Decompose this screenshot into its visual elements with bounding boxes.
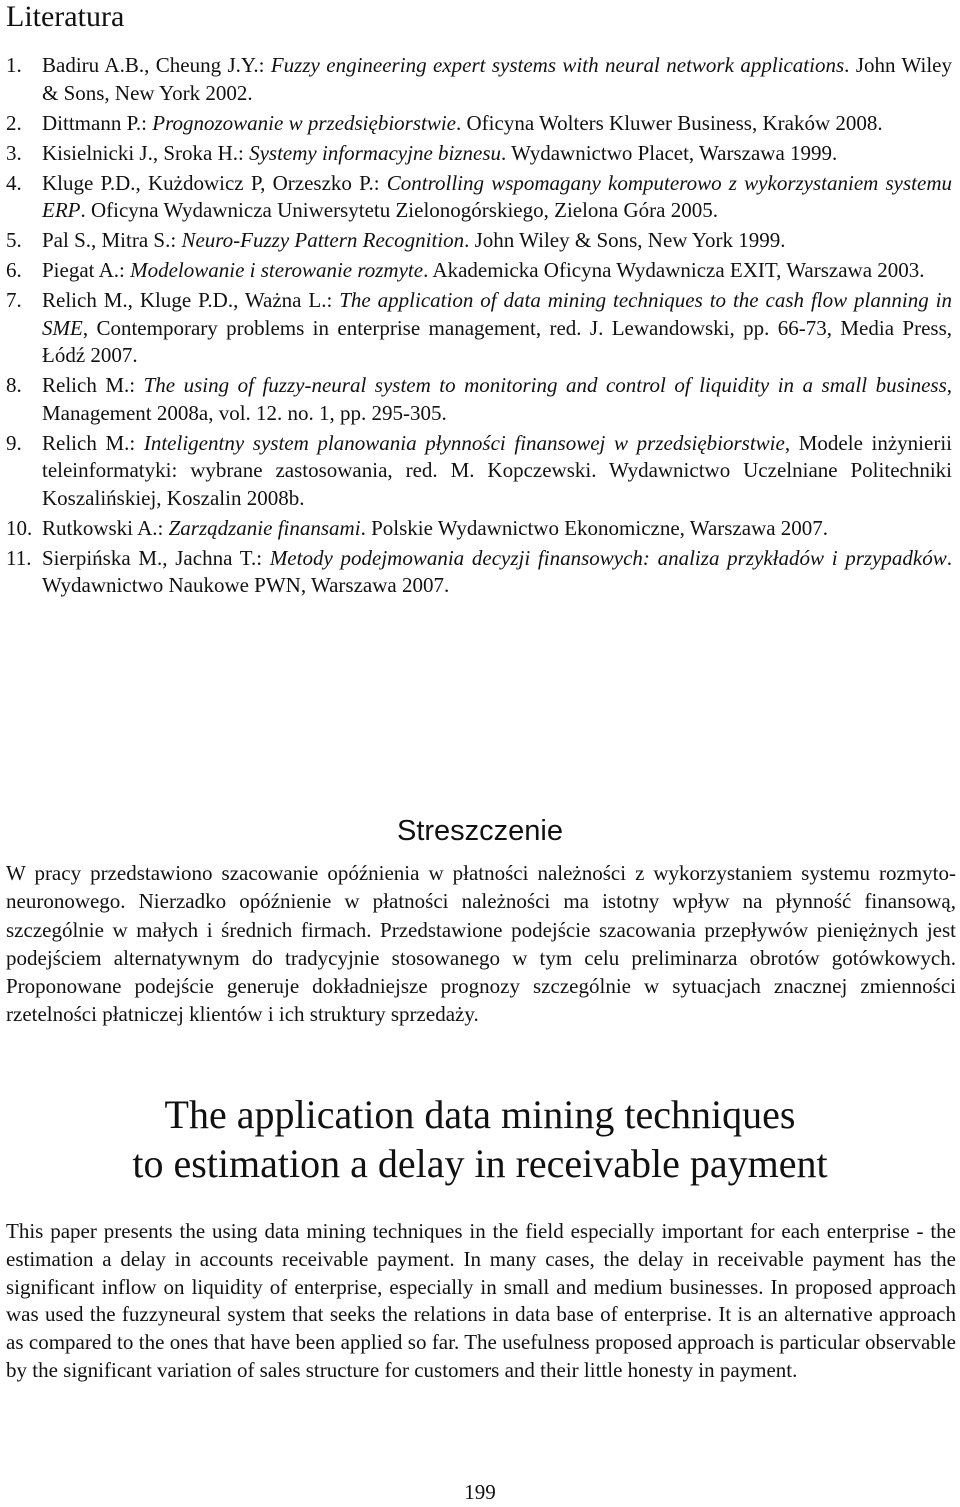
reference-item [6,140,952,168]
reference-authors: Relich M.: [42,430,144,455]
reference-publisher: . Wydawnictwo Placet, Warszawa 1999. [501,140,838,165]
page-number: 199 [464,1480,496,1504]
reference-authors: Dittmann P.: [42,110,153,135]
reference-publisher: . Akademicka Oficyna Wydawnicza EXIT, Warszawa 2003. [423,258,925,282]
reference-authors: Relich M.: [42,373,144,397]
reference-publisher: , Contemporary problems in enterprise management, red. J. Lewandowski, pp. 66-73, Media Press, Łódź 2007. [42,315,952,367]
reference-item [6,170,952,225]
reference-publisher: . John Wiley & Sons, New York 2002. [42,53,952,105]
english-title-line-1: The application data mining techniques [164,1092,796,1137]
reference-title: The using of fuzzy-neural system to monitoring and control of liquidity in a small business [143,373,947,397]
reference-number: 3. [6,140,22,165]
reference-number: 4. [6,170,22,195]
summary-pl-text: W pracy przedstawiono szacowanie opóźnienia w płatności należności z wykorzystaniem systemu rozmyto-neuronowego. Nierzadko opóźnienie w płatności należności ma istotny wpływ na płynność finansową, szczególnie w małych i średnich firmach. Przedstawione podejście szacowania przepływów pieniężnych jest podejściem alternatywnym do tradycyjnie stosowanego w tym celu preliminarza obrotów gotówkowych. Proponowane podejście generuje dokładniejsze prognozy szczególnie w sytuacjach znacznej zmienności rzetelności płatniczej klientów i ich struktury sprzedaży. [6,861,956,1027]
reference-number: 11. [6,545,32,570]
reference-title: The application of data mining techniques to the cash flow planning in SME [42,288,952,340]
reference-number: 7. [6,288,22,312]
summary-pl-heading: Streszczenie [396,815,563,847]
reference-item [6,227,952,255]
reference-number: 6. [6,258,22,282]
reference-title: Metody podejmowania decyzji finansowych: analiza przykładów i przypadków [269,545,947,570]
reference-authors: Badiru A.B., Cheung J.Y.: [42,53,271,77]
reference-title: Prognozowanie w przedsiębiorstwie [152,110,456,135]
reference-publisher: , Modele inżynierii teleinformatyki: wybrane zastosowania, red. M. Kopczewski. Wydawnictwo Uczelniane Politechniki Koszalińskiej, Koszalin 2008b. [42,430,952,510]
literature-heading: Literatura [6,0,125,33]
reference-authors: Kisielnicki J., Sroka H.: [42,140,250,165]
reference-publisher: . Wydawnictwo Naukowe PWN, Warszawa 2007. [42,545,952,597]
reference-authors: Relich M., Kluge P.D., Ważna L.: [42,288,340,312]
reference-number: 2. [6,110,22,135]
reference-item [6,545,952,600]
reference-authors: Rutkowski A.: [42,515,169,540]
reference-item [6,52,952,107]
reference-title: Systemy informacyjne biznesu [249,140,502,165]
reference-number: 1. [6,53,22,77]
reference-list [6,52,952,602]
reference-item [6,287,952,370]
reference-title: Zarządzanie finansami [168,515,361,540]
reference-number: 8. [6,373,22,397]
reference-publisher: . Oficyna Wydawnicza Uniwersytetu Zielonogórskiego, Zielona Góra 2005. [80,198,718,222]
reference-item [6,257,952,285]
reference-authors: Sierpińska M., Jachna T.: [42,545,270,570]
reference-number: 10. [6,515,33,540]
english-title-line-2: to estimation a delay in receivable payment [132,1141,828,1186]
reference-item [6,372,952,427]
reference-title: Controlling wspomagany komputerowo z wykorzystaniem systemu ERP [42,170,952,222]
reference-publisher: , Management 2008a, vol. 12. no. 1, pp. 295-305. [42,373,952,425]
reference-item [6,110,952,138]
reference-number: 9. [6,430,22,455]
reference-title: Inteligentny system planowania płynności finansowej w przedsiębiorstwie [143,430,785,455]
reference-item [6,430,952,513]
reference-authors: Pal S., Mitra S.: [42,228,182,252]
reference-authors: Piegat A.: [42,258,131,282]
reference-publisher: . John Wiley & Sons, New York 1999. [464,228,786,252]
reference-publisher: . Polskie Wydawnictwo Ekonomiczne, Warszawa 2007. [360,515,829,540]
reference-publisher: . Oficyna Wolters Kluwer Business, Kraków 2008. [456,110,883,135]
reference-item [6,515,952,543]
reference-title: Modelowanie i sterowanie rozmyte [130,258,424,282]
reference-number: 5. [6,228,22,252]
reference-authors: Kluge P.D., Kużdowicz P, Orzeszko P.: [42,170,387,195]
reference-title: Neuro-Fuzzy Pattern Recognition [181,228,465,252]
english-title [0,1090,960,1188]
reference-title: Fuzzy engineering expert systems with neural network applications [270,53,845,77]
summary-en-text: This paper presents the using data mining techniques in the field especially important for each enterprise - the estimation a delay in accounts receivable payment. In many cases, the delay in receivable payment has the significant inflow on liquidity of enterprise, especially in small and medium businesses. In proposed approach was used the fuzzyneural system that seeks the relations in data base of enterprise. It is an alternative approach as compared to the ones that have been applied so far. The usefulness proposed approach is particular observable by the significant variation of sales structure for customers and their little honesty in payment. [6,1219,956,1382]
